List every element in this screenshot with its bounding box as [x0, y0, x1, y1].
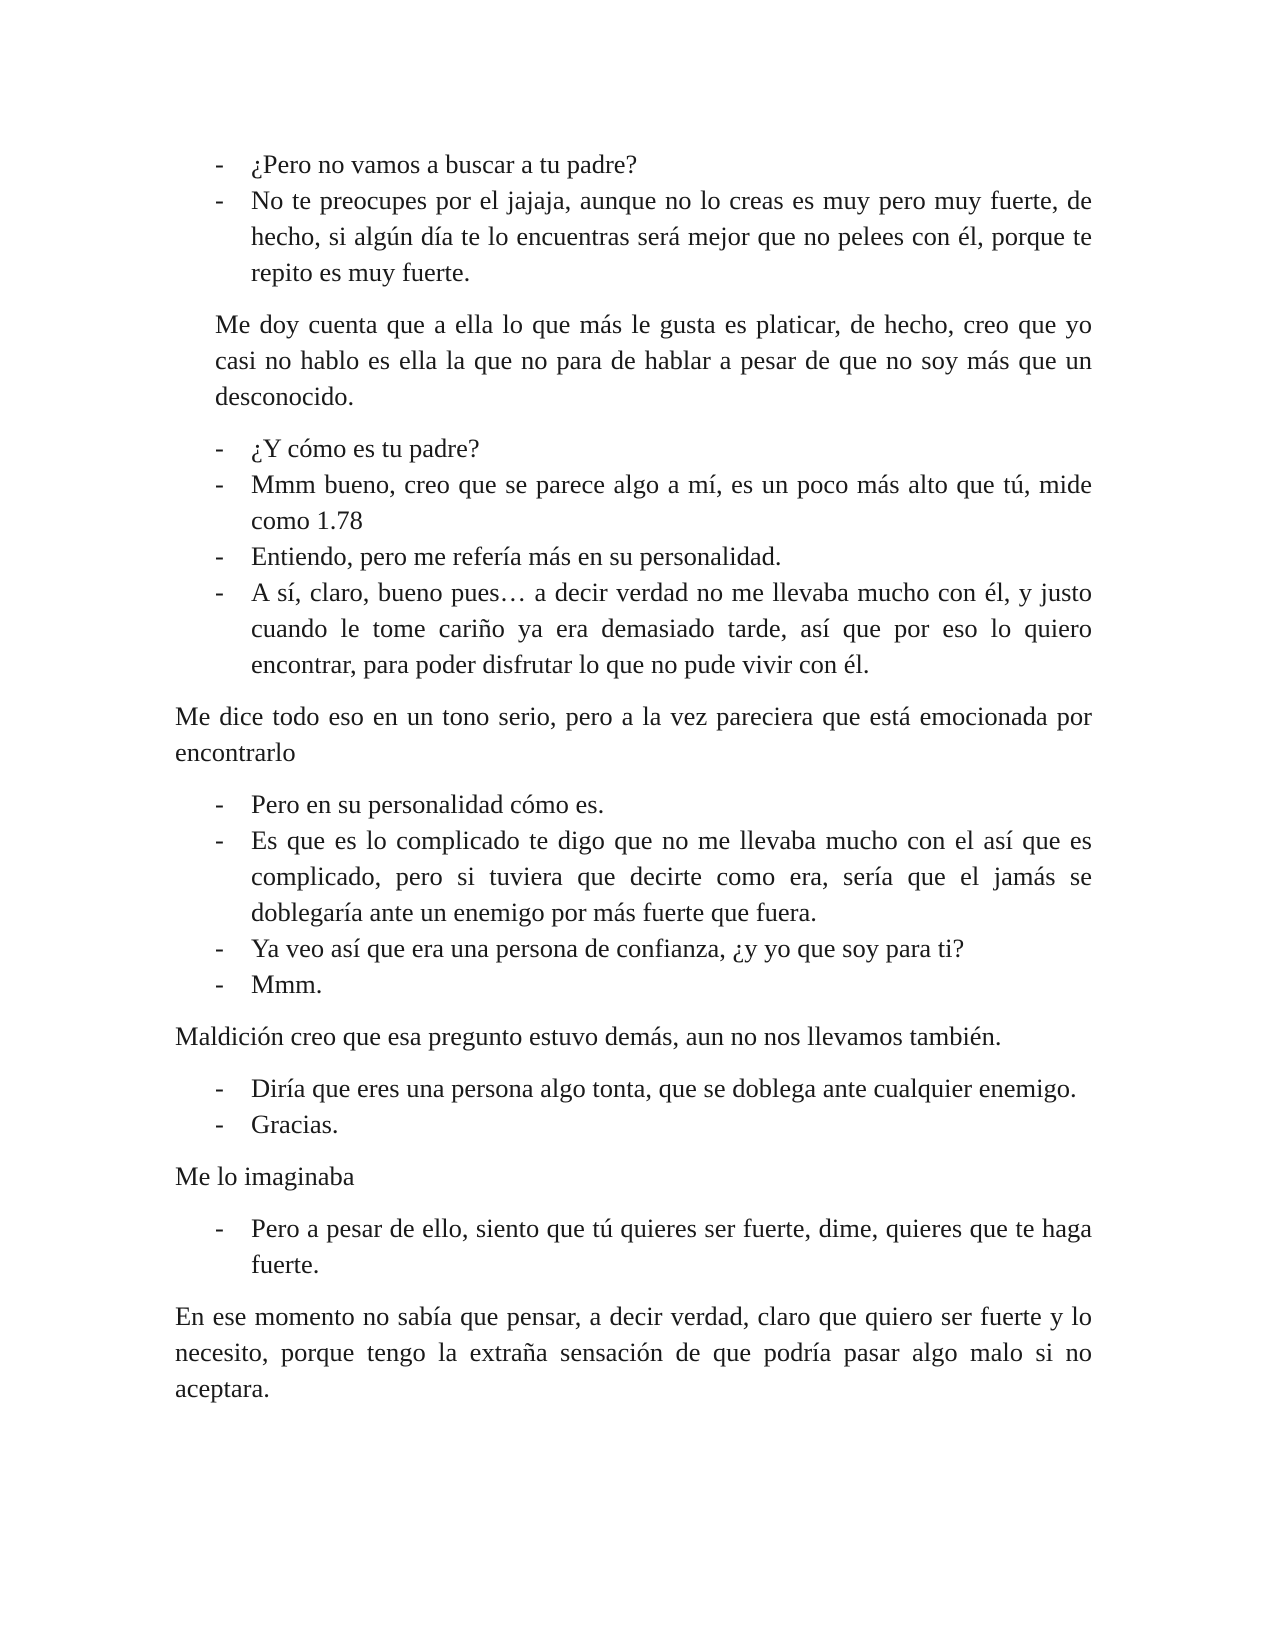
narrative-paragraph: En ese momento no sabía que pensar, a decir verdad, claro que quiero ser fuerte y lo necesito, porque tengo la extraña sensación de que podría pasar algo malo si no aceptara. [175, 1301, 1092, 1403]
dialogue-dash: - [215, 933, 224, 963]
dialogue-line [175, 786, 1092, 822]
dialogue-line [175, 466, 1092, 538]
dialogue-dash: - [215, 789, 224, 819]
dialogue-dash: - [215, 185, 224, 215]
dialogue-text: Ya veo así que era una persona de confianza, ¿y yo que soy para ti? [251, 933, 965, 963]
dialogue-text: A sí, claro, bueno pues… a decir verdad no me llevaba mucho con él, y justo cuando le tome cariño ya era demasiado tarde, así que por eso lo quiero encontrar, para poder disfrutar lo que no pude vivir con él. [251, 577, 1092, 679]
dialogue-dash: - [215, 825, 224, 855]
dialogue-list [175, 1210, 1092, 1282]
dialogue-text: Diría que eres una persona algo tonta, que se doblega ante cualquier enemigo. [251, 1073, 1077, 1103]
narrative-paragraph: Me doy cuenta que a ella lo que más le gusta es platicar, de hecho, creo que yo casi no hablo es ella la que no para de hablar a pesar de que no soy más que un desconocido. [215, 309, 1092, 411]
dialogue-line [175, 1210, 1092, 1282]
narrative-paragraph: Me dice todo eso en un tono serio, pero a la vez pareciera que está emocionada por encontrarlo [175, 701, 1092, 767]
dialogue-list [175, 1070, 1092, 1142]
dialogue-dash: - [215, 1073, 224, 1103]
dialogue-text: ¿Pero no vamos a buscar a tu padre? [251, 149, 638, 179]
dialogue-dash: - [215, 1109, 224, 1139]
dialogue-text: Gracias. [251, 1109, 339, 1139]
dialogue-line [175, 182, 1092, 290]
dialogue-text: ¿Y cómo es tu padre? [251, 433, 480, 463]
dialogue-dash: - [215, 541, 224, 571]
dialogue-text: Es que es lo complicado te digo que no me llevaba mucho con el así que es complicado, pero si tuviera que decirte como era, sería que el jamás se doblegaría ante un enemigo por más fuerte que fuera. [251, 825, 1092, 927]
dialogue-list [175, 430, 1092, 682]
dialogue-line [175, 966, 1092, 1002]
dialogue-dash: - [215, 149, 224, 179]
dialogue-text: Entiendo, pero me refería más en su personalidad. [251, 541, 782, 571]
dialogue-line [175, 930, 1092, 966]
dialogue-line [175, 146, 1092, 182]
dialogue-text: Pero en su personalidad cómo es. [251, 789, 605, 819]
dialogue-line [175, 430, 1092, 466]
dialogue-text: Mmm. [251, 969, 323, 999]
dialogue-line [175, 822, 1092, 930]
dialogue-dash: - [215, 577, 224, 607]
narrative-paragraph: Maldición creo que esa pregunto estuvo demás, aun no nos llevamos también. [175, 1021, 1002, 1051]
dialogue-text: No te preocupes por el jajaja, aunque no lo creas es muy pero muy fuerte, de hecho, si algún día te lo encuentras será mejor que no pelees con él, porque te repito es muy fuerte. [251, 185, 1092, 287]
dialogue-text: Pero a pesar de ello, siento que tú quieres ser fuerte, dime, quieres que te haga fuerte. [251, 1213, 1092, 1279]
dialogue-line [175, 538, 1092, 574]
dialogue-text: Mmm bueno, creo que se parece algo a mí, es un poco más alto que tú, mide como 1.78 [251, 469, 1092, 535]
dialogue-dash: - [215, 433, 224, 463]
dialogue-dash: - [215, 469, 224, 499]
narrative-paragraph: Me lo imaginaba [175, 1161, 355, 1191]
document-body [175, 146, 1092, 1406]
dialogue-line [175, 574, 1092, 682]
dialogue-list [175, 786, 1092, 1002]
dialogue-dash: - [215, 1213, 224, 1243]
dialogue-dash: - [215, 969, 224, 999]
dialogue-line [175, 1070, 1092, 1106]
dialogue-list [175, 146, 1092, 290]
dialogue-line [175, 1106, 1092, 1142]
